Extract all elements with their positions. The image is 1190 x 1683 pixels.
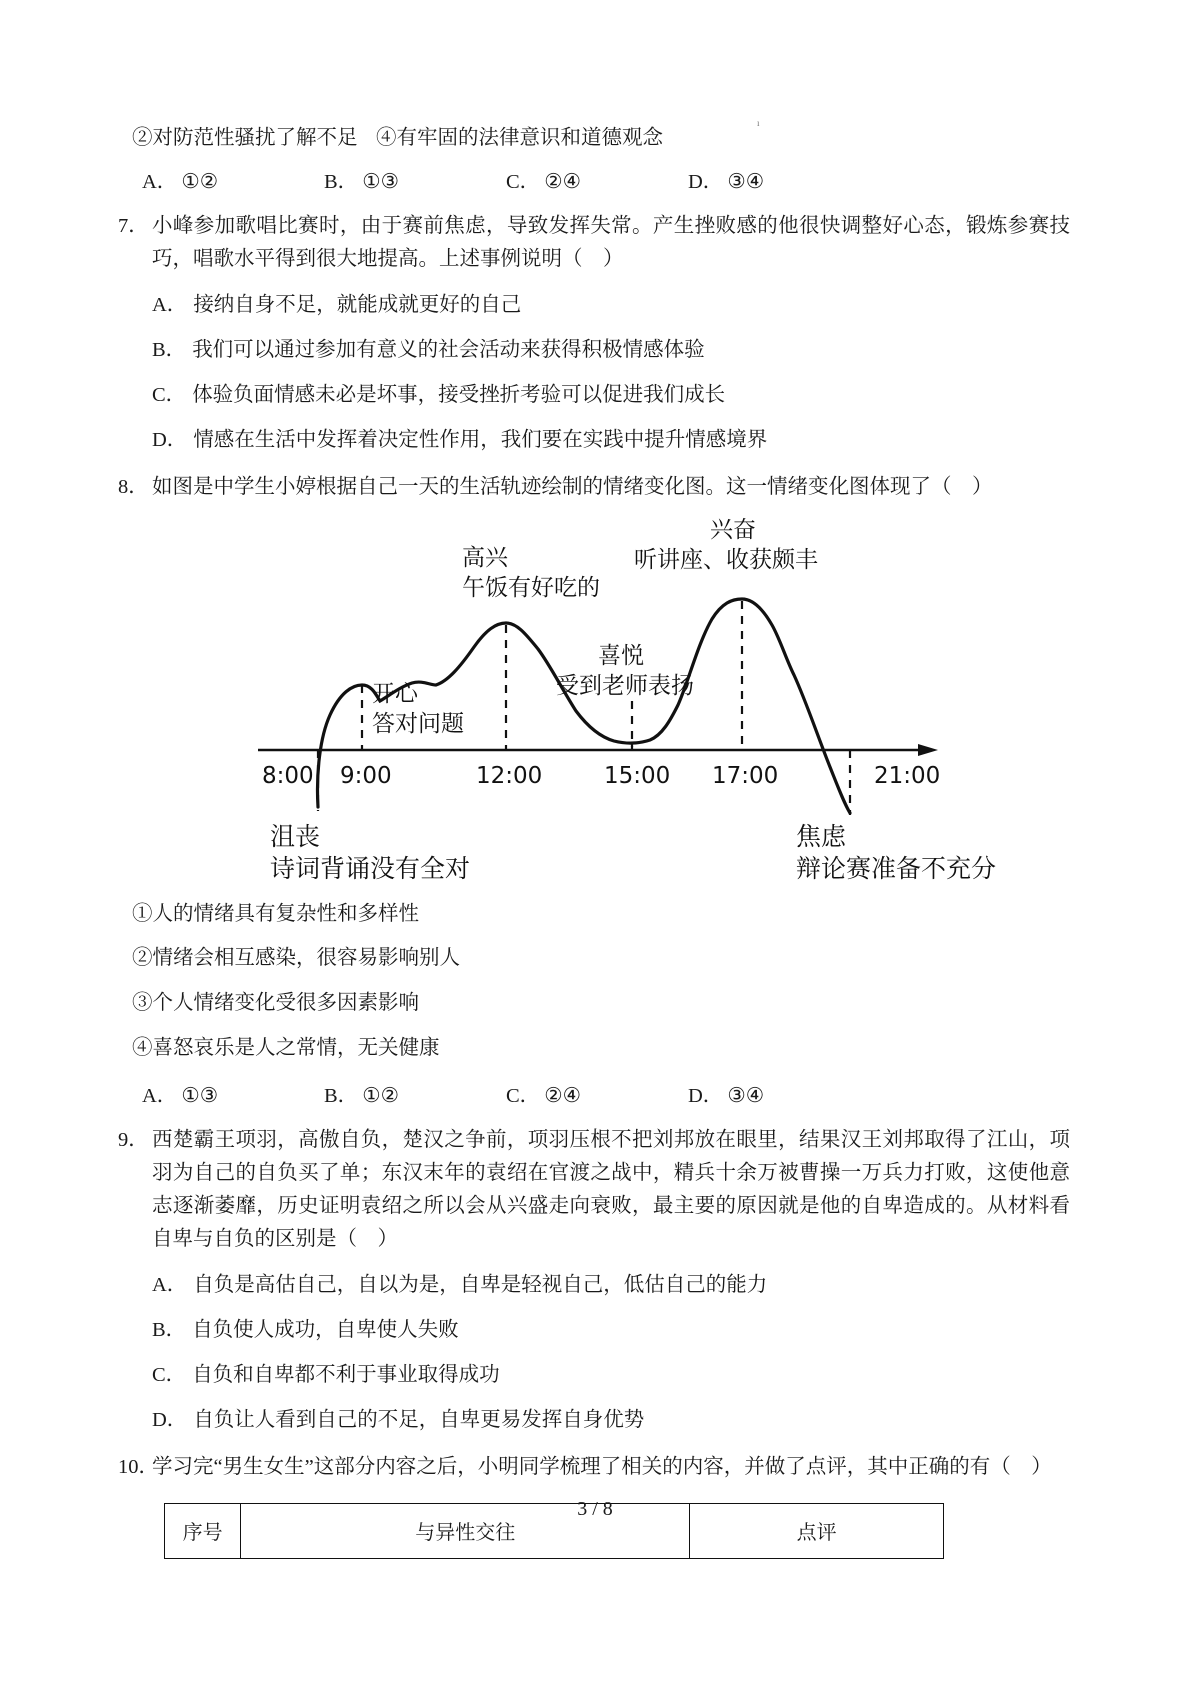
q8-answer-c[interactable]: C． ②④ [506, 1084, 581, 1107]
question-9-number: 9． [118, 1128, 149, 1151]
tick-label-3: 15:00 [604, 762, 671, 789]
annotation-9am-reason: 答对问题 [372, 710, 464, 737]
question-10-text: 学习完“男生女生”这部分内容之后，小明同学梳理了相关的内容，并做了点评，其中正确的有（ ） [152, 1456, 1052, 1479]
question-8-number: 8． [118, 476, 149, 499]
question-8-stem [118, 471, 1070, 504]
tick-label-1: 9:00 [340, 762, 392, 789]
annotation-5pm-reason: 听讲座、收获颇丰 [634, 546, 818, 573]
annotation-12pm [462, 545, 600, 601]
q6-statement-2: ②对防范性骚扰了解不足 [132, 127, 358, 149]
q7-option-d[interactable]: D． 情感在生活中发挥着决定性作用，我们要在实践中提升情感境界 [152, 428, 768, 451]
question-7-number: 7． [118, 215, 149, 237]
question-10-stem [118, 1451, 1070, 1484]
annotation-9pm [796, 822, 996, 883]
annotation-3pm-reason: 受到老师表扬 [556, 672, 694, 699]
annotation-9pm-reason: 辩论赛准备不充分 [796, 853, 997, 883]
q8-statement-2: ②情绪会相互感染，很容易影响别人 [132, 947, 460, 970]
q7-option-c[interactable]: C． 体验负面情感未必是坏事，接受挫折考验可以促进我们成长 [152, 383, 726, 406]
q6-answer-c[interactable]: C． ②④ [506, 171, 581, 193]
annotation-8am-reason: 诗词背诵没有全对 [270, 853, 471, 883]
tick-label-5: 21:00 [874, 762, 941, 789]
annotation-9pm-emotion: 焦虑 [796, 821, 847, 851]
q8-answer-row [142, 1078, 1070, 1108]
annotation-5pm [634, 517, 818, 573]
q7-option-b[interactable]: B． 我们可以通过参加有意义的社会活动来获得积极情感体验 [152, 339, 705, 362]
annotation-3pm [556, 643, 694, 699]
table-header-comment: 点评 [690, 1503, 944, 1558]
page-content [118, 120, 1070, 1559]
tick-label-4: 17:00 [712, 762, 779, 789]
annotation-5pm-emotion: 兴奋 [710, 516, 756, 543]
question-10-number: 10． [118, 1456, 159, 1479]
q6-answer-row [142, 164, 1070, 194]
q9-option-b[interactable]: B． 自负使人成功，自卑使人失败 [152, 1319, 459, 1342]
q8-statement-3: ③个人情绪变化受很多因素影响 [132, 992, 419, 1015]
q9-option-c[interactable]: C． 自负和自卑都不利于事业取得成功 [152, 1363, 500, 1386]
table-header-seq: 序号 [165, 1503, 241, 1558]
annotation-9am-emotion: 开心 [372, 680, 418, 707]
annotation-12pm-emotion: 高兴 [462, 544, 508, 571]
annotation-3pm-emotion: 喜悦 [598, 642, 644, 669]
page-stray-mark: ı [757, 118, 760, 128]
q8-statement-4: ④喜怒哀乐是人之常情，无关健康 [132, 1036, 440, 1059]
tick-label-2: 12:00 [476, 762, 543, 789]
q6-statement-4: ④有牢固的法律意识和道德观念 [376, 127, 663, 149]
annotation-8am-emotion: 沮丧 [270, 821, 321, 851]
question-7-stem [118, 210, 1070, 276]
chart-x-axis [258, 744, 938, 756]
q8-answer-a[interactable]: A． ①③ [142, 1084, 219, 1107]
q7-option-a[interactable]: A． 接纳自身不足，就能成就更好的自己 [152, 294, 522, 317]
q6-answer-d[interactable]: D． ③④ [688, 171, 765, 193]
emotion-chart-svg [118, 515, 1070, 885]
q9-option-d[interactable]: D． 自负让人看到自己的不足，自卑更易发挥自身优势 [152, 1408, 645, 1431]
q9-option-a[interactable]: A． 自负是高估自己，自以为是，自卑是轻视自己，低估自己的能力 [152, 1274, 768, 1297]
q8-statement-1: ①人的情绪具有复杂性和多样性 [132, 902, 419, 925]
tick-label-0: 8:00 [262, 762, 314, 789]
annotation-12pm-reason: 午饭有好吃的 [462, 574, 600, 601]
q8-answer-b[interactable]: B． ①② [324, 1084, 399, 1107]
table-header-topic: 与异性交往 [241, 1503, 690, 1558]
question-7-text: 小峰参加歌唱比赛时，由于赛前焦虑，导致发挥失常。产生挫败感的他很快调整好心态，锻炼参赛技巧，唱歌水平得到很大地提高。上述事例说明（ ） [152, 215, 1070, 271]
q8-answer-d[interactable]: D． ③④ [688, 1084, 765, 1107]
question-9-text: 西楚霸王项羽，高傲自负，楚汉之争前，项羽压根不把刘邦放在眼里，结果汉王刘邦取得了江山，项羽为自己的自负买了单；东汉末年的袁绍在官渡之战中，精兵十余万被曹操一万兵力打败，这使他意志逐渐萎靡，历史证明袁绍之所以会从兴盛走向衰败，最主要的原因就是他的自卑造成的。从材料看自卑与自负的区别是（ ） [152, 1128, 1070, 1251]
q6-answer-b[interactable]: B． ①③ [324, 171, 399, 193]
question-8-text: 如图是中学生小婷根据自己一天的生活轨迹绘制的情绪变化图。这一情绪变化图体现了（ ） [152, 476, 993, 499]
annotation-9am [372, 681, 464, 737]
q6-statements-row [132, 120, 1070, 150]
annotation-8am [270, 822, 470, 883]
q6-answer-a[interactable]: A． ①② [142, 171, 219, 193]
emotion-change-chart [118, 515, 1070, 885]
question-9-stem [118, 1124, 1070, 1257]
page-number: 3 / 8 [577, 1498, 613, 1520]
